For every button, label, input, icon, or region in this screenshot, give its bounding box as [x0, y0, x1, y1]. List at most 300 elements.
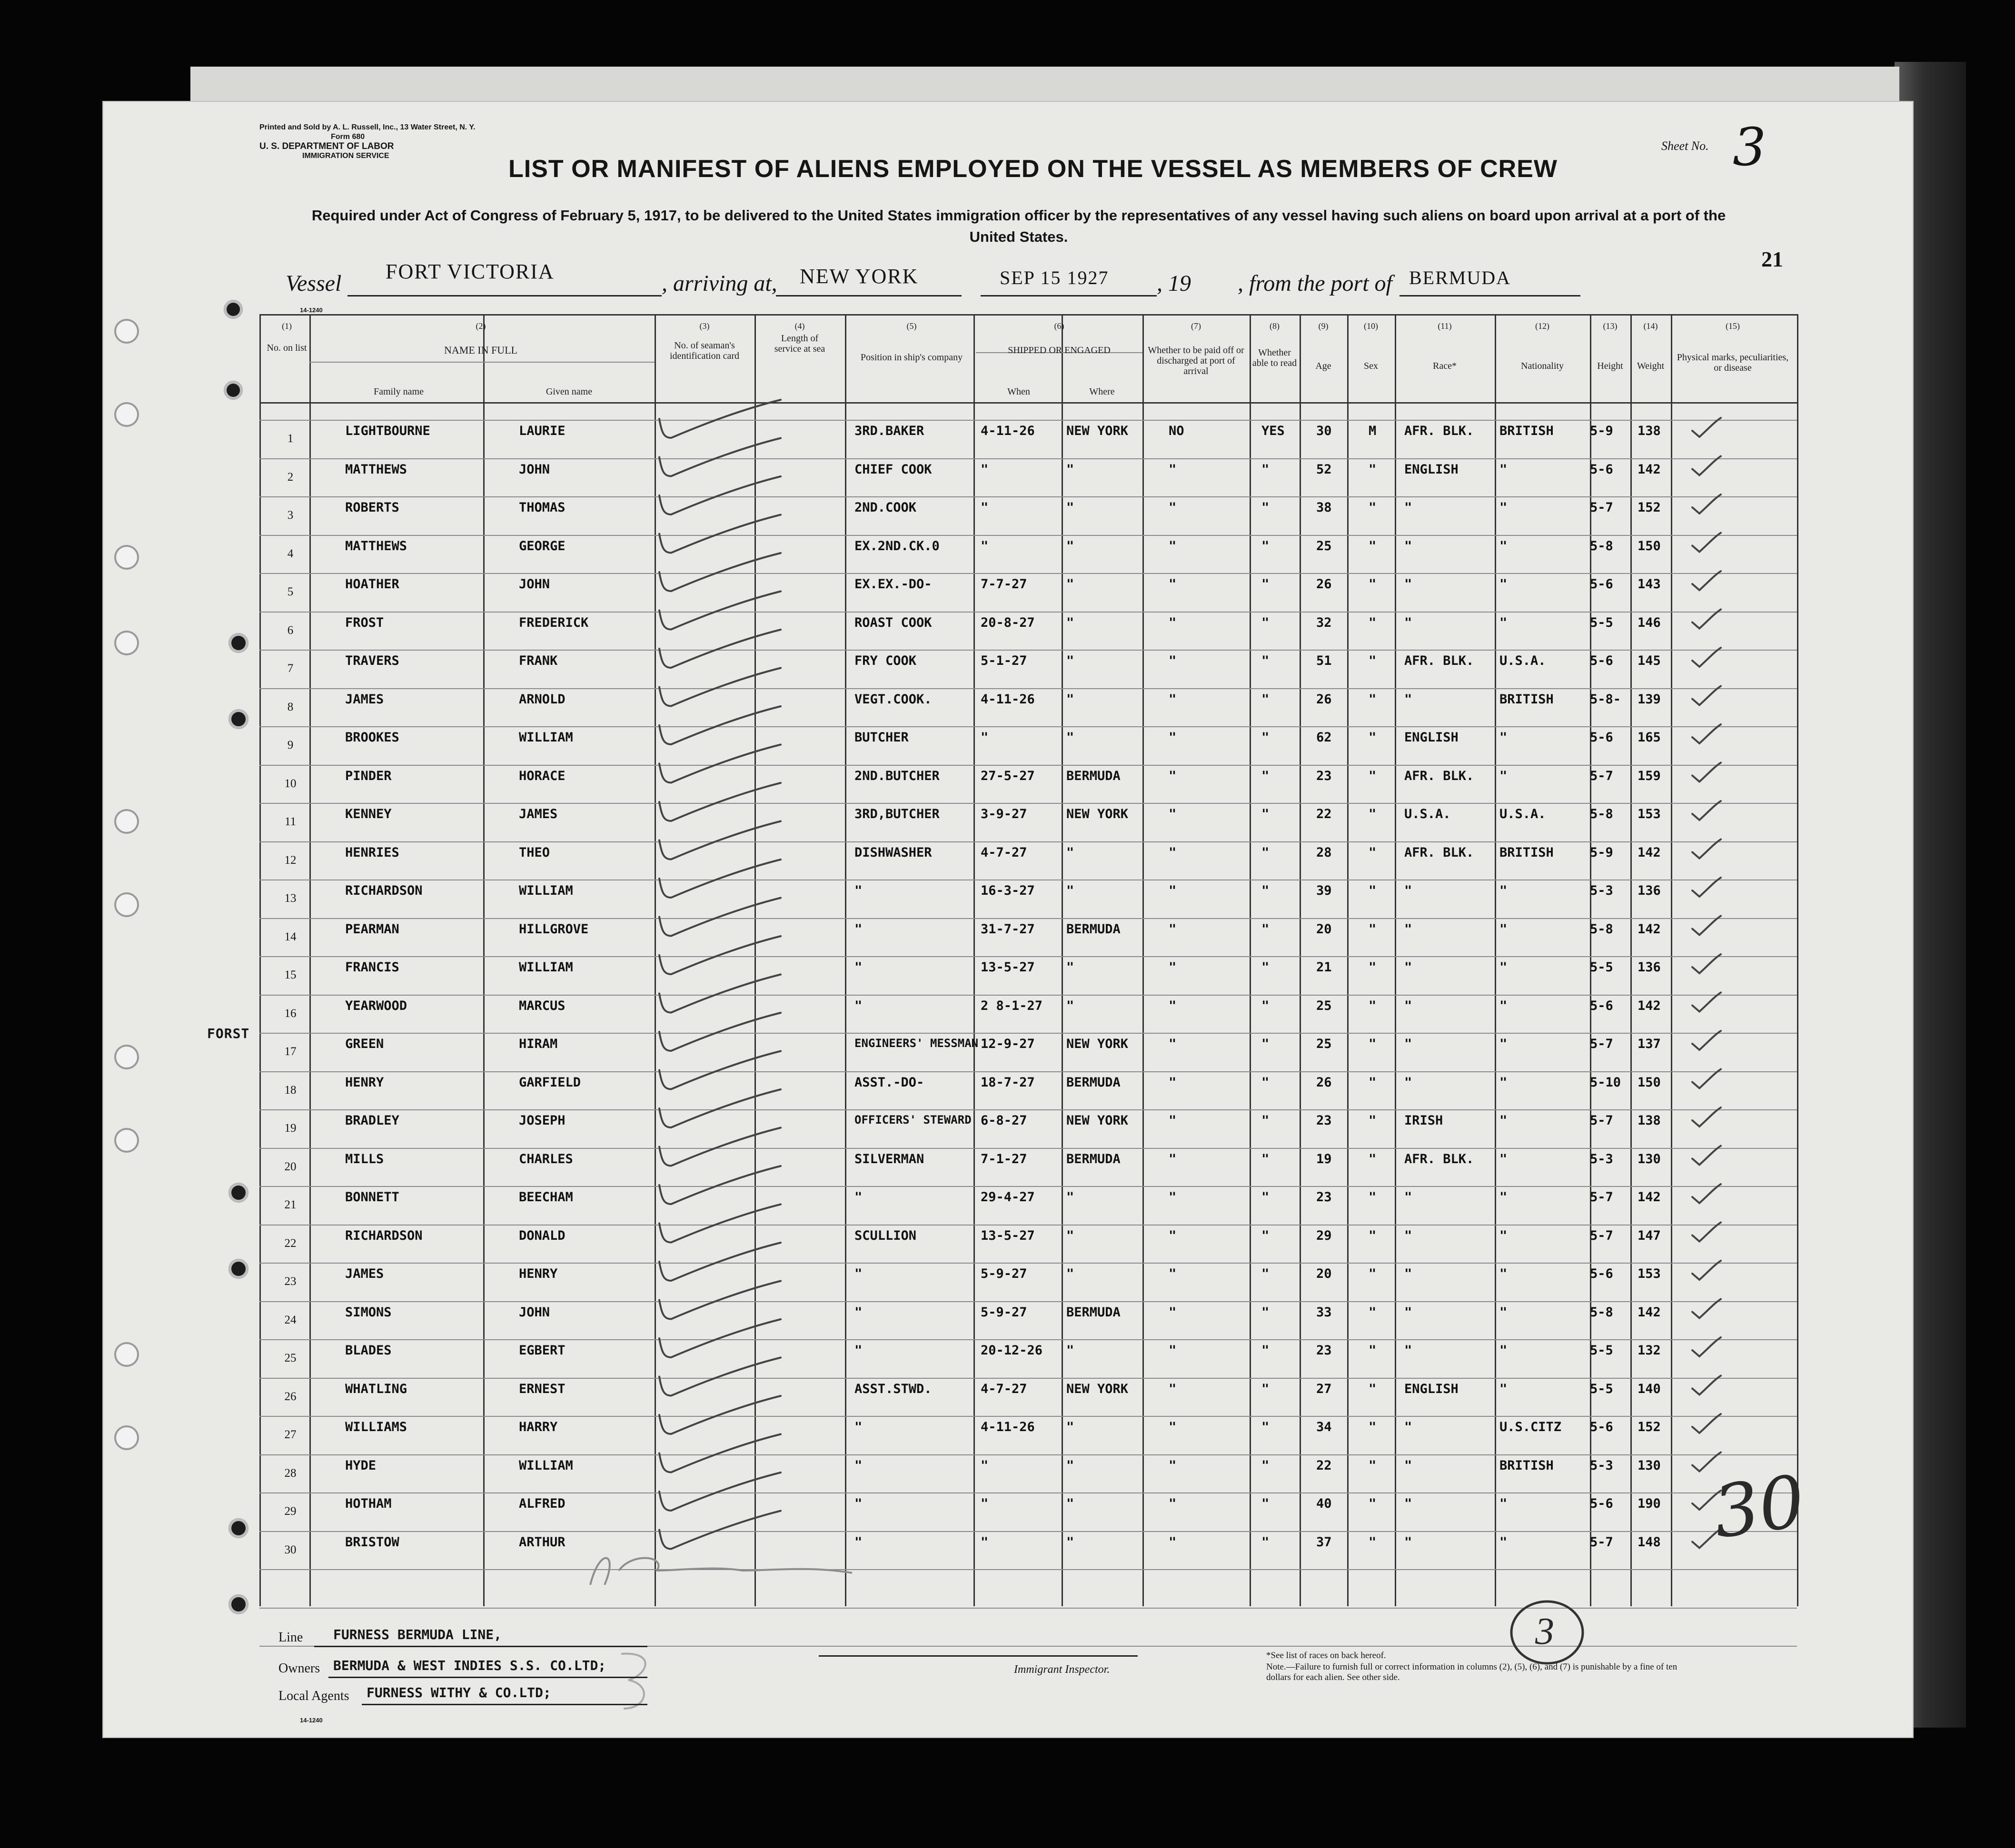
crew-height: 5-6 — [1590, 653, 1613, 668]
col6-header: SHIPPED OR ENGAGED — [1008, 345, 1111, 356]
col6-number: (6) — [1054, 321, 1064, 331]
col10-number: (10) — [1364, 321, 1378, 331]
crew-age: 23 — [1316, 1343, 1332, 1358]
crew-nat: U.S.CITZ — [1499, 1420, 1562, 1434]
footer-form-code: 14-1240 — [300, 1717, 323, 1724]
crew-weight: 142 — [1638, 462, 1661, 477]
crew-race: " — [1404, 615, 1412, 630]
crew-family: BRADLEY — [345, 1113, 399, 1128]
crew-when: " — [981, 1496, 989, 1511]
pencil-check — [659, 553, 781, 591]
crew-sex: " — [1369, 1343, 1377, 1358]
crew-no: 28 — [284, 1466, 297, 1480]
crew-age: 62 — [1316, 730, 1332, 745]
pencil-check — [659, 898, 781, 936]
col5-header: Position in ship's company — [860, 352, 963, 363]
pencil-check — [659, 1358, 781, 1396]
crew-race: " — [1404, 1343, 1412, 1358]
pencil-check — [1692, 686, 1721, 705]
crew-family: BLADES — [345, 1343, 392, 1358]
form-code: 14-1240 — [300, 306, 323, 314]
crew-height: 5-8 — [1590, 807, 1613, 821]
page-subtitle: Required under Act of Congress of February 5, 1917, to be delivered to the United States immigration officer by the representatives of any vessel having such aliens on board upon arrival at a port of the United States. — [311, 207, 1726, 245]
crew-where: " — [1066, 960, 1074, 975]
crew-read: " — [1261, 692, 1270, 707]
crew-weight: 146 — [1638, 615, 1661, 630]
line-label: Line — [278, 1630, 303, 1645]
pencil-check — [1692, 916, 1721, 935]
crew-given: WILLIAM — [519, 960, 573, 975]
crew-paid: " — [1169, 921, 1177, 937]
crew-family: MATTHEWS — [345, 462, 407, 477]
crew-weight: 136 — [1638, 883, 1661, 898]
owners-label: Owners — [278, 1661, 320, 1676]
crew-when: " — [981, 730, 989, 745]
crew-height: 5-7 — [1590, 1113, 1613, 1128]
crew-age: 22 — [1316, 807, 1332, 821]
col2-number: (2) — [476, 321, 486, 331]
crew-family: JAMES — [345, 1266, 384, 1281]
pencil-check — [1692, 1414, 1721, 1433]
crew-paid: " — [1169, 577, 1177, 592]
crew-weight: 142 — [1638, 1304, 1661, 1320]
crew-sex: " — [1369, 1266, 1377, 1281]
crew-no: 4 — [287, 547, 294, 560]
crew-when: 16-3-27 — [981, 883, 1035, 898]
col8-number: (8) — [1270, 321, 1280, 331]
sheet-number: 3 — [1733, 117, 1766, 178]
crew-race: U.S.A. — [1404, 807, 1451, 821]
pencil-check — [659, 975, 781, 1013]
crew-no: 6 — [287, 623, 294, 637]
crew-read: " — [1261, 845, 1270, 860]
crew-race: " — [1404, 1228, 1412, 1243]
pencil-check — [1692, 1031, 1721, 1050]
agents-value: FURNESS WITHY & CO.LTD; — [367, 1685, 551, 1700]
crew-given: CHARLES — [519, 1151, 573, 1166]
crew-read: " — [1261, 577, 1270, 592]
crew-nat: U.S.A. — [1499, 807, 1546, 821]
crew-no: 8 — [287, 700, 294, 713]
crew-when: " — [981, 500, 989, 515]
crew-height: 5-5 — [1590, 1381, 1613, 1396]
crew-nat: " — [1499, 615, 1508, 630]
pencil-check — [659, 1281, 781, 1319]
crew-when: 29-4-27 — [981, 1190, 1035, 1205]
crew-given: ARNOLD — [519, 692, 566, 707]
crew-paid: " — [1169, 1075, 1177, 1090]
crew-race: " — [1404, 500, 1412, 515]
col11-header: Race* — [1433, 361, 1457, 371]
crew-position: ROAST COOK — [854, 615, 932, 630]
crew-position: " — [854, 1266, 863, 1281]
crew-when: " — [981, 538, 989, 553]
crew-weight: 139 — [1638, 692, 1661, 707]
crew-race: " — [1404, 1496, 1412, 1511]
when-header: When — [1007, 386, 1030, 397]
pencil-check — [659, 1089, 781, 1127]
crew-given: WILLIAM — [519, 1458, 573, 1473]
pencil-check — [1692, 1069, 1721, 1088]
crew-race: " — [1404, 1458, 1412, 1473]
crew-where: " — [1066, 1266, 1074, 1281]
crew-nat: " — [1499, 1534, 1508, 1550]
crew-nat: BRITISH — [1499, 424, 1554, 438]
crew-paid: " — [1169, 807, 1177, 821]
pencil-check — [1692, 954, 1721, 973]
crew-nat: " — [1499, 500, 1508, 515]
crew-sex: " — [1369, 1075, 1377, 1090]
col15-header: Physical marks, peculiarities, or disease — [1677, 352, 1789, 373]
crew-read: YES — [1261, 424, 1285, 438]
crew-no: 21 — [284, 1198, 297, 1211]
pencil-check — [659, 821, 781, 860]
penalty-note: Note.—Failure to furnish full or correct information in columns (2), (5), (6), and (7) is punishable by a fine of ten dollars for each alien. See other side. — [1266, 1662, 1678, 1682]
crew-position: " — [854, 998, 863, 1013]
crew-family: FRANCIS — [345, 960, 399, 975]
crew-nat: " — [1499, 998, 1508, 1013]
crew-position: ASST.-DO- — [854, 1075, 924, 1090]
crew-age: 34 — [1316, 1420, 1332, 1434]
crew-paid: " — [1169, 653, 1177, 668]
crew-paid: " — [1169, 462, 1177, 477]
arriving-label: , arriving at, — [662, 271, 777, 296]
crew-weight: 138 — [1638, 1113, 1661, 1128]
crew-no: 10 — [284, 777, 297, 790]
crew-sex: " — [1369, 462, 1377, 477]
crew-weight: 153 — [1638, 1266, 1661, 1281]
crew-sex: " — [1369, 1458, 1377, 1473]
crew-weight: 150 — [1638, 1075, 1661, 1090]
crew-sex: " — [1369, 730, 1377, 745]
year-label: , 19 — [1157, 271, 1191, 296]
crew-given: HIRAM — [519, 1037, 558, 1051]
crew-when: 18-7-27 — [981, 1075, 1035, 1090]
crew-where: NEW YORK — [1066, 1037, 1129, 1051]
crew-position: VEGT.COOK. — [854, 692, 932, 707]
crew-nat: BRITISH — [1499, 692, 1554, 707]
crew-race: " — [1404, 1420, 1412, 1434]
crew-paid: " — [1169, 500, 1177, 515]
page-stamp: 21 — [1761, 247, 1783, 271]
pencil-check — [1692, 724, 1721, 743]
crew-age: 52 — [1316, 462, 1332, 477]
crew-weight: 142 — [1638, 921, 1661, 937]
crew-position: " — [854, 883, 863, 898]
crew-sex: " — [1369, 1190, 1377, 1205]
crew-paid: " — [1169, 768, 1177, 783]
pencil-check — [1692, 494, 1721, 514]
crew-read: " — [1261, 1420, 1270, 1434]
crew-when: 7-1-27 — [981, 1151, 1027, 1166]
crew-read: " — [1261, 807, 1270, 821]
crew-where: " — [1066, 615, 1074, 630]
col4-header: Length of service at sea — [774, 333, 825, 354]
crew-read: " — [1261, 1496, 1270, 1511]
crew-read: " — [1261, 1228, 1270, 1243]
crew-nat: " — [1499, 883, 1508, 898]
col1-header: No. on list — [267, 343, 307, 353]
crew-sex: " — [1369, 1113, 1377, 1128]
crew-age: 27 — [1316, 1381, 1332, 1396]
crew-given: THEO — [519, 845, 550, 860]
crew-when: 5-9-27 — [981, 1304, 1027, 1320]
pencil-check — [1692, 571, 1721, 590]
crew-position: 2ND.COOK — [854, 500, 917, 515]
crew-read: " — [1261, 1534, 1270, 1550]
crew-age: 51 — [1316, 653, 1332, 668]
crew-read: " — [1261, 500, 1270, 515]
crew-where: NEW YORK — [1066, 807, 1129, 821]
crew-weight: 142 — [1638, 1190, 1661, 1205]
crew-sex: " — [1369, 1228, 1377, 1243]
crew-read: " — [1261, 1458, 1270, 1473]
crew-height: 5-8 — [1590, 921, 1613, 937]
crew-nat: " — [1499, 538, 1508, 553]
crew-height: 5-9 — [1590, 424, 1613, 438]
crew-paid: " — [1169, 1266, 1177, 1281]
crew-where: NEW YORK — [1066, 1381, 1129, 1396]
crew-given: LAURIE — [519, 424, 566, 438]
pencil-check — [1692, 1184, 1721, 1203]
crew-race: " — [1404, 692, 1412, 707]
crew-where: NEW YORK — [1066, 424, 1129, 438]
crew-sex: " — [1369, 1381, 1377, 1396]
crew-nat: U.S.A. — [1499, 653, 1546, 668]
crew-weight: 130 — [1638, 1151, 1661, 1166]
crew-position: " — [854, 960, 863, 975]
pencil-check — [1692, 610, 1721, 629]
crew-no: 24 — [284, 1313, 297, 1326]
pencil-check — [1692, 648, 1721, 667]
margin-note: FORST — [207, 1026, 250, 1041]
crew-height: 5-6 — [1590, 998, 1613, 1013]
crew-nat: BRITISH — [1499, 845, 1554, 860]
crew-race: IRISH — [1404, 1113, 1443, 1128]
crew-nat: " — [1499, 1304, 1508, 1320]
pencil-check — [659, 745, 781, 783]
crew-where: " — [1066, 1190, 1074, 1205]
crew-read: " — [1261, 1113, 1270, 1128]
crew-weight: 140 — [1638, 1381, 1661, 1396]
crew-age: 26 — [1316, 692, 1332, 707]
crew-nat: " — [1499, 1075, 1508, 1090]
crew-given: HARRY — [519, 1420, 558, 1434]
crew-given: ALFRED — [519, 1496, 566, 1511]
crew-weight: 148 — [1638, 1534, 1661, 1550]
pencil-check — [659, 630, 781, 668]
crew-given: GEORGE — [519, 538, 566, 553]
crew-position: SILVERMAN — [854, 1151, 924, 1166]
col9-header: Age — [1315, 361, 1331, 371]
crew-race: " — [1404, 577, 1412, 592]
crew-no: 27 — [284, 1428, 297, 1441]
crew-family: WILLIAMS — [345, 1420, 407, 1434]
crew-read: " — [1261, 998, 1270, 1013]
crew-paid: " — [1169, 1496, 1177, 1511]
col9-number: (9) — [1318, 321, 1329, 331]
crew-read: " — [1261, 538, 1270, 553]
crew-no: 3 — [287, 509, 294, 522]
crew-height: 5-6 — [1590, 577, 1613, 592]
crew-weight: 190 — [1638, 1496, 1661, 1511]
crew-family: HYDE — [345, 1458, 377, 1473]
pencil-check — [659, 1051, 781, 1089]
crew-sex: " — [1369, 1534, 1377, 1550]
pencil-check — [1692, 456, 1721, 475]
crew-position: 3RD,BUTCHER — [854, 807, 940, 821]
crew-read: " — [1261, 883, 1270, 898]
crew-family: PINDER — [345, 768, 392, 783]
crew-where: " — [1066, 998, 1074, 1013]
crew-race: AFR. BLK. — [1404, 768, 1474, 783]
races-note: *See list of races on back hereof. — [1266, 1650, 1386, 1660]
crew-given: DONALD — [519, 1228, 566, 1243]
crew-read: " — [1261, 730, 1270, 745]
crew-height: 5-6 — [1590, 730, 1613, 745]
col1-number: (1) — [282, 321, 292, 331]
crew-race: " — [1404, 998, 1412, 1013]
crew-family: HOATHER — [345, 577, 399, 592]
crew-when: 2 8-1-27 — [981, 998, 1043, 1013]
pencil-check — [1692, 533, 1721, 552]
pencil-check — [659, 1243, 781, 1281]
crew-no: 13 — [284, 892, 297, 905]
crew-weight: 130 — [1638, 1458, 1661, 1473]
crew-when: 5-9-27 — [981, 1266, 1027, 1281]
pencil-check — [659, 668, 781, 706]
crew-read: " — [1261, 1381, 1270, 1396]
crew-no: 1 — [287, 432, 294, 445]
crew-given: JOHN — [519, 1304, 550, 1320]
crew-height: 5-7 — [1590, 500, 1613, 515]
crew-given: JOHN — [519, 462, 550, 477]
crew-no: 17 — [284, 1045, 297, 1058]
crew-nat: " — [1499, 960, 1508, 975]
crew-weight: 136 — [1638, 960, 1661, 975]
crew-where: BERMUDA — [1066, 1151, 1121, 1166]
crew-when: 7-7-27 — [981, 577, 1027, 592]
crew-family: JAMES — [345, 692, 384, 707]
crew-race: ENGLISH — [1404, 462, 1459, 477]
crew-race: AFR. BLK. — [1404, 1151, 1474, 1166]
col3-header: No. of seaman's identification card — [669, 340, 740, 361]
col12-number: (12) — [1535, 321, 1549, 331]
crew-sex: " — [1369, 538, 1377, 553]
crew-age: 22 — [1316, 1458, 1332, 1473]
crew-given: BEECHAM — [519, 1190, 573, 1205]
crew-paid: " — [1169, 998, 1177, 1013]
crew-given: FRANK — [519, 653, 558, 668]
crew-nat: " — [1499, 768, 1508, 783]
arrival-date: SEP 15 1927 — [1000, 267, 1109, 288]
crew-family: HENRY — [345, 1075, 384, 1090]
crew-age: 26 — [1316, 577, 1332, 592]
crew-position: 2ND.BUTCHER — [854, 768, 940, 783]
crew-no: 11 — [284, 815, 297, 828]
crew-paid: " — [1169, 615, 1177, 630]
crew-family: KENNEY — [345, 807, 392, 821]
crew-race: " — [1404, 1075, 1412, 1090]
arrival-port: NEW YORK — [800, 265, 919, 288]
crew-paid: " — [1169, 1381, 1177, 1396]
crew-paid: " — [1169, 1151, 1177, 1166]
col15-number: (15) — [1726, 321, 1740, 331]
crew-sex: " — [1369, 653, 1377, 668]
crew-no: 25 — [284, 1352, 297, 1364]
col11-number: (11) — [1438, 321, 1452, 331]
crew-height: 5-9 — [1590, 845, 1613, 860]
crew-age: 23 — [1316, 1190, 1332, 1205]
crew-race: " — [1404, 1190, 1412, 1205]
crew-when: 13-5-27 — [981, 960, 1035, 975]
pencil-check — [1692, 418, 1721, 437]
crew-no: 18 — [284, 1083, 297, 1097]
crew-no: 14 — [284, 930, 297, 943]
crew-race: " — [1404, 921, 1412, 937]
departure-port: BERMUDA — [1409, 267, 1511, 288]
crew-race: AFR. BLK. — [1404, 424, 1474, 438]
crew-where: " — [1066, 692, 1074, 707]
pencil-check — [1692, 763, 1721, 782]
crew-no: 2 — [287, 470, 294, 484]
crew-no: 9 — [287, 739, 294, 751]
col5-number: (5) — [906, 321, 917, 331]
crew-race: " — [1404, 883, 1412, 898]
col12-header: Nationality — [1521, 361, 1564, 371]
circled-number: 3 — [1535, 1611, 1554, 1652]
crew-position: " — [854, 1496, 863, 1511]
page-title: LIST OR MANIFEST OF ALIENS EMPLOYED ON THE VESSEL AS MEMBERS OF CREW — [508, 155, 1558, 183]
col13-header: Height — [1597, 361, 1623, 371]
crew-where: " — [1066, 538, 1074, 553]
crew-no: 22 — [284, 1236, 297, 1250]
crew-where: BERMUDA — [1066, 768, 1121, 783]
crew-no: 7 — [287, 662, 294, 675]
crew-when: 6-8-27 — [981, 1113, 1027, 1128]
crew-where: " — [1066, 1343, 1074, 1358]
crew-weight: 153 — [1638, 807, 1661, 821]
crew-read: " — [1261, 1304, 1270, 1320]
crew-weight: 147 — [1638, 1228, 1661, 1243]
crew-sex: " — [1369, 998, 1377, 1013]
given-name-header: Given name — [546, 386, 593, 397]
crew-family: LIGHTBOURNE — [345, 424, 430, 438]
crew-family: BRISTOW — [345, 1534, 399, 1550]
crew-sex: " — [1369, 1496, 1377, 1511]
crew-race: " — [1404, 960, 1412, 975]
crew-sex: " — [1369, 1037, 1377, 1051]
crew-family: MATTHEWS — [345, 538, 407, 553]
crew-paid: " — [1169, 1228, 1177, 1243]
crew-paid: " — [1169, 1458, 1177, 1473]
crew-no: 30 — [284, 1543, 297, 1556]
crew-race: AFR. BLK. — [1404, 845, 1474, 860]
col8-header: Whether able to read — [1252, 347, 1297, 368]
crew-read: " — [1261, 1190, 1270, 1205]
crew-given: JOSEPH — [519, 1113, 566, 1128]
pencil-check — [659, 1319, 781, 1357]
owners-value: BERMUDA & WEST INDIES S.S. CO.LTD; — [333, 1658, 606, 1673]
crew-sex: " — [1369, 768, 1377, 783]
agents-label: Local Agents — [278, 1689, 349, 1703]
crew-nat: " — [1499, 1381, 1508, 1396]
pencil-check — [1692, 1376, 1721, 1395]
col7-header: Whether to be paid off or discharged at port of arrival — [1148, 345, 1244, 376]
crew-race: ENGLISH — [1404, 1381, 1459, 1396]
crew-no: 16 — [284, 1007, 297, 1020]
crew-when: 5-1-27 — [981, 653, 1027, 668]
